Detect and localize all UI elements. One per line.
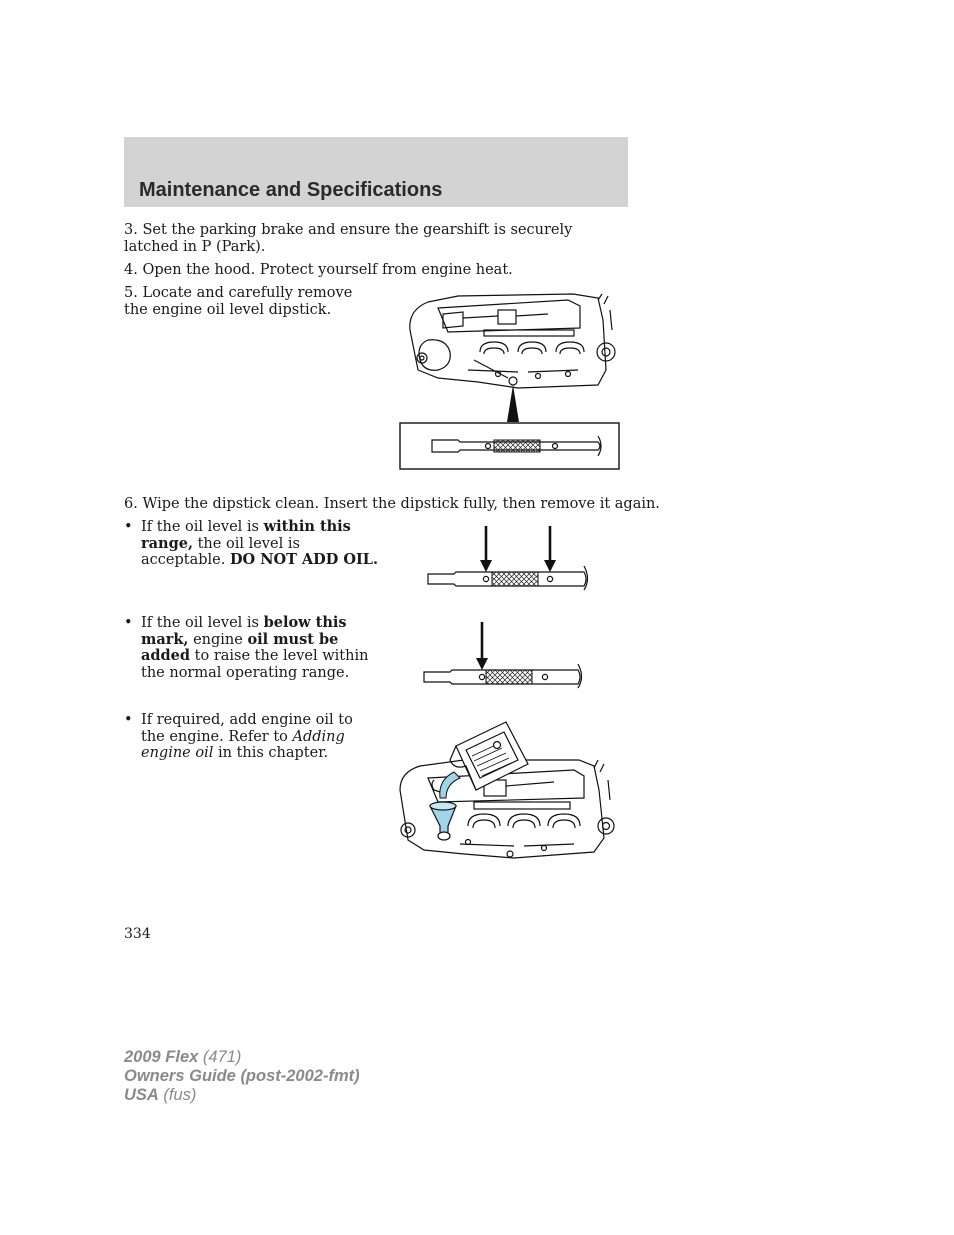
step-5-text: 5. Locate and carefully remove the engine oil level dipstick.	[124, 285, 353, 318]
do-not-add-oil-warning: DO NOT ADD OIL.	[229, 551, 379, 568]
bullet-oil-within-range: • If the oil level is within this range, the oil level is acceptable. DO NOT ADD OIL.	[124, 518, 379, 568]
add-oil-funnel-illustration	[394, 720, 624, 868]
dipstick-low-mark-illustration	[420, 620, 588, 690]
oil-must-be-added-emphasis: oil must be added	[141, 630, 339, 664]
below-mark-emphasis: below this mark,	[141, 614, 347, 648]
engine-dipstick-illustration	[398, 290, 623, 472]
bullet-add-oil: • If required, add engine oil to the engine. Refer to Adding engine oil in this chapter.	[124, 712, 353, 761]
dipstick-full-range-illustration	[424, 524, 594, 594]
within-range-emphasis: within this range,	[141, 518, 351, 552]
step-6-text: 6. Wipe the dipstick clean. Insert the dipstick fully, then remove it again.	[124, 496, 660, 512]
step-3-text: 3. Set the parking brake and ensure the gearshift is securely latched in P (Park).	[124, 222, 573, 255]
document-footer	[124, 1048, 360, 1105]
footer-line-2: Owners Guide (post-2002-fmt)	[124, 1067, 360, 1085]
step-4-text: 4. Open the hood. Protect yourself from engine heat.	[124, 262, 513, 278]
footer-line-1: 2009 Flex (471)	[124, 1048, 242, 1066]
section-header-band	[124, 137, 628, 207]
page-number: 334	[124, 926, 151, 942]
footer-line-3: USA (fus)	[124, 1086, 197, 1104]
bullet-oil-below-mark: • If the oil level is below this mark, engine oil must be added to raise the level within the normal operating range.	[124, 614, 369, 681]
section-title: Maintenance and Specifications	[139, 179, 443, 201]
adding-engine-oil-reference: Adding engine oil	[141, 728, 345, 761]
